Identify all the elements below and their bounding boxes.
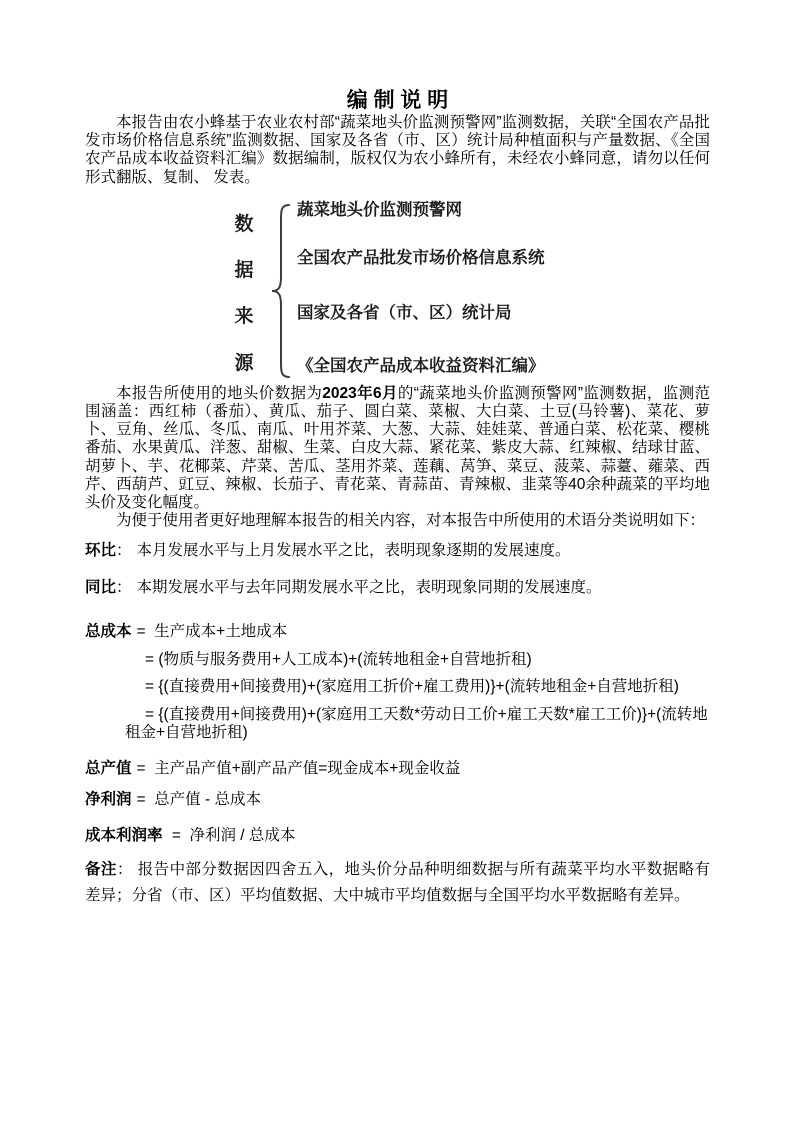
term-formula: = 主产品产值+副产品产值=现金成本+现金收益 <box>136 759 461 777</box>
term-definition: 本月发展水平与上月发展水平之比，表明现象逐期的发展速度。 <box>136 542 571 560</box>
scope-paragraph <box>85 385 710 512</box>
term-formula-line: = {(直接费用+间接费用)+(家庭用工天数*劳动日工价+雇工天数*雇工工价)}+(流转地租金+自营地折租) <box>125 705 708 742</box>
data-source-label-char: 据 <box>234 260 254 282</box>
term-formula-line: = {(直接费用+间接费用)+(家庭用工折价+雇工费用)}+(流转地租金+自营地折租) <box>145 678 679 696</box>
term-formula: = 净利润 / 总成本 <box>167 826 296 844</box>
data-sources-list <box>297 195 545 385</box>
term-label: 同比 <box>85 578 117 596</box>
data-sources-vertical-label <box>232 195 256 385</box>
terms-section <box>85 542 710 909</box>
term-label: 总产值 <box>85 759 132 777</box>
term-separator: ： <box>116 542 132 560</box>
intro-paragraph: 本报告由农小蜂基于农业农村部“蔬菜地头价监测预警网”监测数据，关联“全国农产品批发市场价格信息系统”监测数据、国家及各省（市、区）统计局种植面积与产量数据、《全国农产品成本收益资料汇编》数据编制，版权仅为农小蜂所有，未经农小蜂同意，请勿以任何形式翻版、复制、 发表。 <box>85 114 710 186</box>
term-separator: ： <box>116 578 132 596</box>
data-source-item: 国家及各省（市、区）统计局 <box>297 303 512 322</box>
data-source-item: 蔬菜地头价监测预警网 <box>297 200 462 219</box>
term-total-cost <box>85 623 710 642</box>
data-source-item: 《全国农产品成本收益资料汇编》 <box>297 356 545 375</box>
scope-period-bold: 2023年6月 <box>322 384 398 402</box>
term-formula: = 生产成本+土地成本 <box>136 623 288 641</box>
term-label: 净利润 <box>85 791 132 809</box>
data-source-label-char: 源 <box>234 352 254 374</box>
terms-intro-paragraph: 为便于使用者更好地理解本报告的相关内容，对本报告中所使用的术语分类说明如下： <box>116 512 706 530</box>
scope-text-before: 本报告所使用的地头价数据为 <box>116 384 323 402</box>
term-yoy-ratio <box>85 579 710 598</box>
term-note <box>85 857 710 909</box>
curly-brace-icon <box>268 202 292 380</box>
term-label: 环比 <box>85 542 117 560</box>
term-net-profit <box>85 791 710 810</box>
page-title: 编 制 说 明 <box>346 89 449 112</box>
term-mom-ratio <box>85 542 710 561</box>
term-formula: = 总产值 - 总成本 <box>136 791 261 809</box>
term-label: 总成本 <box>85 623 132 641</box>
term-total-output-value <box>85 760 710 779</box>
term-separator: ： <box>116 861 133 879</box>
term-label: 成本利润率 <box>85 826 163 844</box>
scope-text-after: 的“蔬菜地头价监测预警网”监测数据，监测范围涵盖：西红柿（番茄）、黄瓜、茄子、圆白菜、菜椒、大白菜、土豆(马铃薯)、菜花、萝卜、豆角、丝瓜、冬瓜、南瓜、叶用芥菜、大葱、大蒜、娃娃菜、普通白菜、松花菜、樱桃番茄、水果黄瓜、洋葱、甜椒、生菜、白皮大蒜、紧花菜、紫皮大蒜、红辣椒、结球甘蓝、胡萝卜、芋、花椰菜、芹菜、苦瓜、茎用芥菜、莲藕、莴笋、菜豆、菠菜、蒜薹、蕹菜、西芹、西葫芦、豇豆、辣椒、长茄子、青花菜、青蒜苗、青辣椒、韭菜等40余种蔬菜的平均地头价及变化幅度。 <box>85 384 710 512</box>
term-definition: 本期发展水平与去年同期发展水平之比，表明现象同期的发展速度。 <box>136 578 602 596</box>
term-note-text: 报告中部分数据因四舍五入，地头价分品种明细数据与所有蔬菜平均水平数据略有差异；分省（市、区）平均值数据、大中城市平均值数据与全国平均水平数据略有差异。 <box>85 861 710 905</box>
data-source-item: 全国农产品批发市场价格信息系统 <box>297 248 545 267</box>
data-sources-diagram <box>232 195 710 385</box>
data-source-label-char: 数 <box>234 213 254 235</box>
term-label: 备注 <box>85 861 117 879</box>
term-formula-line: = (物质与服务费用+人工成本)+(流转地租金+自营地折租) <box>145 650 532 668</box>
term-cost-profit-ratio <box>85 827 710 846</box>
data-source-label-char: 来 <box>234 306 254 328</box>
